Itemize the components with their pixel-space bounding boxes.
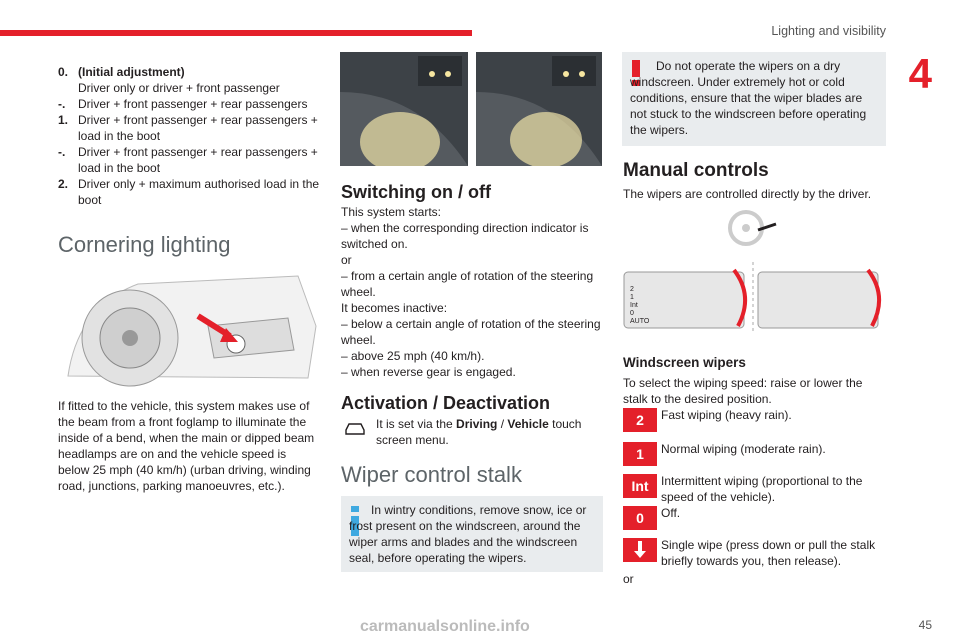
cornering-description: If fitted to the vehicle, this system makes use of the beam from a front foglamp to illuminate the inside of a bend, when the main or dipped beam headlamps are on and the vehicle speed is below 25 mph (40 km/h) (urban driving, winding road, junctions, parking manoeuvres, etc.). bbox=[58, 399, 315, 493]
switching-text: This system starts: – when the corresponding direction indicator is switched on. or – from a certain angle of rotation of the steering wheel. It becomes inactive: – below a certain angle of rotation of the steering wheel. – above 25 mph (40 km/h). – when reverse gear is engaged. bbox=[341, 205, 601, 379]
windscreen-wipers-heading: Windscreen wipers bbox=[623, 355, 746, 370]
steering-wheel-icon bbox=[728, 210, 778, 251]
speed-badge-0: 0 bbox=[623, 506, 657, 530]
activation-text: It is set via the Driving / Vehicle touch screen menu. bbox=[376, 417, 582, 447]
speed-text-single: Single wipe (press down or pull the stalk briefly towards you, then release). bbox=[661, 538, 876, 568]
wiper-stalk-diagram bbox=[622, 262, 886, 332]
chapter-number: 4 bbox=[908, 50, 932, 97]
warning-text: Do not operate the wipers on a dry windscreen. Under extremely hot or cold conditions, ensure that the wiper blades are not stuck to the windscreen before operating the wipers. bbox=[630, 59, 867, 137]
car-icon bbox=[344, 420, 366, 441]
warning-box bbox=[622, 52, 886, 146]
info-box bbox=[341, 496, 603, 572]
single-wipe-badge bbox=[623, 538, 657, 562]
speed-badge-2: 2 bbox=[623, 408, 657, 432]
header-red-bar bbox=[0, 30, 472, 36]
speed-text-2: Fast wiping (heavy rain). bbox=[661, 408, 792, 422]
foglamp-illustration bbox=[58, 266, 320, 388]
section-title: Lighting and visibility bbox=[771, 24, 886, 38]
switching-heading: Switching on / off bbox=[341, 182, 491, 202]
stalk-labels: 2 1 Int 0 AUTO bbox=[630, 286, 650, 325]
arrow-down-icon bbox=[633, 541, 647, 559]
speed-text-int: Intermittent wiping (proportional to the speed of the vehicle). bbox=[661, 474, 863, 504]
speed-badge-1: 1 bbox=[623, 442, 657, 466]
cornering-lighting-heading: Cornering lighting bbox=[58, 232, 231, 257]
cornering-beam-right-image bbox=[476, 52, 602, 166]
cornering-beam-left-image bbox=[340, 52, 468, 166]
speed-text-1: Normal wiping (moderate rain). bbox=[661, 442, 826, 456]
activation-heading: Activation / Deactivation bbox=[341, 393, 551, 413]
load-adjustment-list: 0. (Initial adjustment) Driver only or driver + front passenger -. Driver + front passenger + rear passengers 1. Driver + front passenger + rear passengers + load in the boot -. Driver + front passenger + rear passengers + load in the boot 2. Driver only + maximum authorised load in the boot bbox=[58, 65, 320, 207]
manual-controls-heading: Manual controls bbox=[623, 160, 769, 181]
windscreen-wipers-text: To select the wiping speed: raise or lower the stalk to the desired position. bbox=[623, 376, 863, 406]
watermark: carmanualsonline.info bbox=[360, 618, 530, 635]
speed-badge-int: Int bbox=[623, 474, 657, 498]
wiper-control-heading: Wiper control stalk bbox=[341, 462, 522, 487]
or-text: or bbox=[623, 572, 634, 586]
page-number: 45 bbox=[918, 618, 932, 632]
manual-controls-text: The wipers are controlled directly by the driver. bbox=[623, 187, 872, 201]
speed-text-0: Off. bbox=[661, 506, 681, 520]
info-text: In wintry conditions, remove snow, ice or frost present on the windscreen, around the wiper arms and blades and the windscreen seal, before operating the wipers. bbox=[349, 503, 587, 565]
